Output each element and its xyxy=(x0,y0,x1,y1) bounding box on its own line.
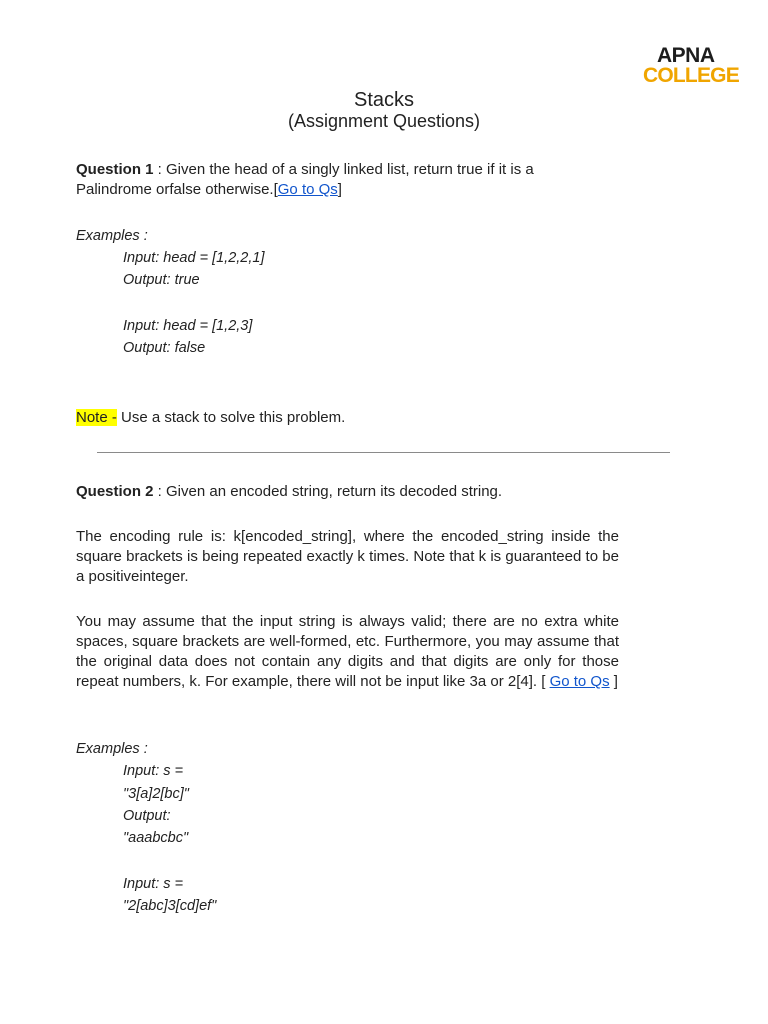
question-2-assumptions-text: You may assume that the input string is always valid; there are no extra white spaces, square brackets are well-formed, etc. Furthermore, you may assume that the original data does not contain any digits and that digits are only for those repeat numbers, k. For example, there will not be input like 3a or 2[4]. [ xyxy=(76,613,619,690)
question-1-text-line1: : Given the head of a singly linked list, return true if it is a xyxy=(153,161,534,178)
question-1-label: Question 1 xyxy=(76,161,154,178)
apna-college-logo xyxy=(643,44,739,88)
q2-example-2-input-value: "2[abc]3[cd]ef" xyxy=(123,898,217,914)
q2-example-1-output-value: "aaabcbc" xyxy=(123,830,189,846)
question-1-text-line2: Palindrome orfalse otherwise.[ xyxy=(76,181,278,198)
q1-example-2-input: Input: head = [1,2,3] xyxy=(123,318,253,334)
page-title: Stacks xyxy=(353,89,415,111)
question-2 xyxy=(76,482,619,502)
question-2-encoding-rule: The encoding rule is: k[encoded_string], where the encoded_string inside the square brackets is being repeated exactly k times. Note that k is guaranteed to be a positiveinteger. xyxy=(76,528,619,585)
question-2-examples-label: Examples : xyxy=(76,741,148,757)
q2-example-1-output-label: Output: xyxy=(123,808,171,824)
q1-example-1-output: Output: true xyxy=(123,272,200,288)
q2-example-1-input-label: Input: s = xyxy=(123,763,184,779)
q2-example-2-input-label: Input: s = xyxy=(123,876,184,892)
q1-example-2-output: Output: false xyxy=(123,340,206,356)
question-2-go-to-qs-link[interactable]: Go to Qs xyxy=(549,673,610,690)
q1-example-1-input: Input: head = [1,2,2,1] xyxy=(123,250,265,266)
section-divider xyxy=(97,452,670,453)
page-subtitle: (Assignment Questions) xyxy=(287,111,481,131)
question-1 xyxy=(76,160,619,200)
question-2-bracket-close: ] xyxy=(609,673,618,690)
note-label: Note - xyxy=(76,409,117,426)
question-1-go-to-qs-link[interactable]: Go to Qs xyxy=(277,181,338,198)
question-1-note xyxy=(76,408,619,428)
question-1-bracket-close: ] xyxy=(337,181,342,198)
question-2-label: Question 2 xyxy=(76,483,154,500)
question-2-text: : Given an encoded string, return its decoded string. xyxy=(153,483,503,500)
question-1-examples-label: Examples : xyxy=(76,228,148,244)
q2-example-1-input-value: "3[a]2[bc]" xyxy=(123,786,189,802)
logo-line1: APNA xyxy=(657,44,715,67)
note-text: Use a stack to solve this problem. xyxy=(116,409,346,426)
logo-line2: COLLEGE xyxy=(643,64,739,87)
question-2-assumptions xyxy=(76,612,619,692)
